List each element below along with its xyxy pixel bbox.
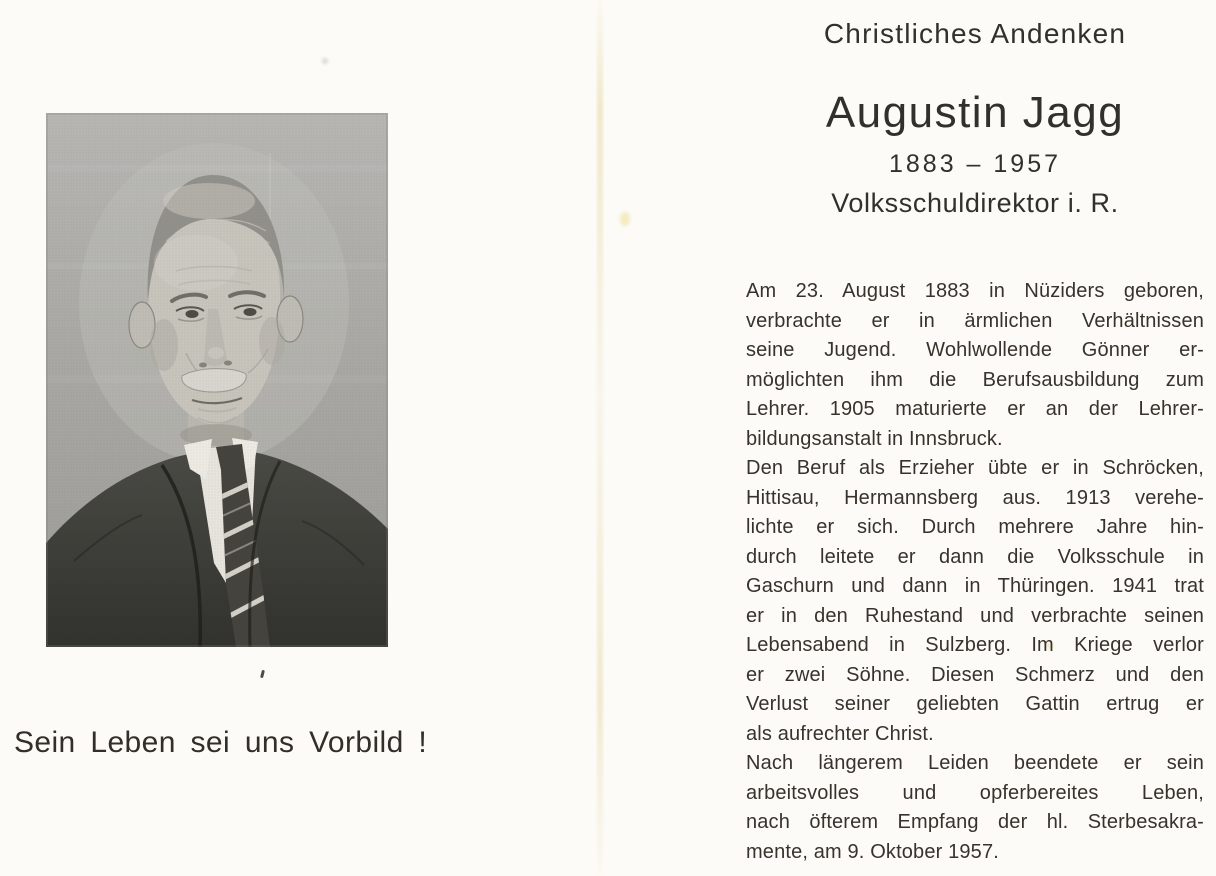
bio-line: Am 23. August 1883 in Nüziders geboren, — [746, 280, 1204, 302]
bio-line: arbeitsvolles und opferbereites Leben, — [746, 781, 1204, 804]
bio-line: seine Jugend. Wohlwollende Gönner er- — [746, 339, 1204, 361]
bio-line: mente, am 9. Oktober 1957. — [746, 840, 999, 863]
bio-line: durch leitete er dann die Volksschule in — [746, 545, 1204, 568]
portrait-photo — [46, 113, 388, 647]
bio-line: nach öfterem Empfang der hl. Sterbesakra- — [746, 811, 1204, 833]
memorial-motto: Sein Leben sei uns Vorbild ! — [14, 726, 428, 759]
paper-speck — [322, 58, 328, 64]
bio-line: möglichten ihm die Berufsausbildung zum — [746, 368, 1204, 391]
bio-line: er in den Ruhestand und verbrachte seinen — [746, 604, 1204, 627]
life-years: 1883 – 1957 — [888, 150, 1062, 178]
bio-line: verbrachte er in ärmlichen Verhältnissen — [746, 309, 1204, 332]
ink-speck — [260, 670, 265, 678]
bio-line: Den Beruf als Erzieher übte er in Schröcken, — [746, 457, 1204, 479]
deceased-name: Augustin Jagg — [825, 88, 1125, 137]
bio-line: er zwei Söhne. Diesen Schmerz und den — [746, 663, 1204, 686]
fold-crease — [597, 0, 603, 876]
bio-line: lichte er sich. Durch mehrere Jahre hin- — [746, 516, 1204, 538]
biography-text — [746, 277, 1204, 867]
portrait-illustration — [46, 113, 388, 647]
profession-title: Volksschuldirektor i. R. — [831, 188, 1119, 218]
bio-line: Lebensabend in Sulzberg. Im Kriege verlor — [746, 634, 1204, 656]
bio-line: Gaschurn und dann in Thüringen. 1941 trat — [746, 575, 1204, 597]
card-type-heading: Christliches Andenken — [823, 18, 1127, 49]
bio-line: Nach längerem Leiden beendete er sein — [746, 752, 1204, 774]
right-page — [608, 0, 1216, 876]
bio-line: Hittisau, Hermannsberg aus. 1913 verehe- — [746, 486, 1204, 509]
bio-line: Lehrer. 1905 maturierte er an der Lehrer- — [746, 398, 1204, 420]
bio-line: als aufrechter Christ. — [746, 722, 934, 745]
bio-line: bildungsanstalt in Innsbruck. — [746, 427, 1003, 450]
halftone-texture — [46, 113, 388, 647]
bio-line: Verlust seiner geliebten Gattin ertrug er — [746, 693, 1204, 715]
